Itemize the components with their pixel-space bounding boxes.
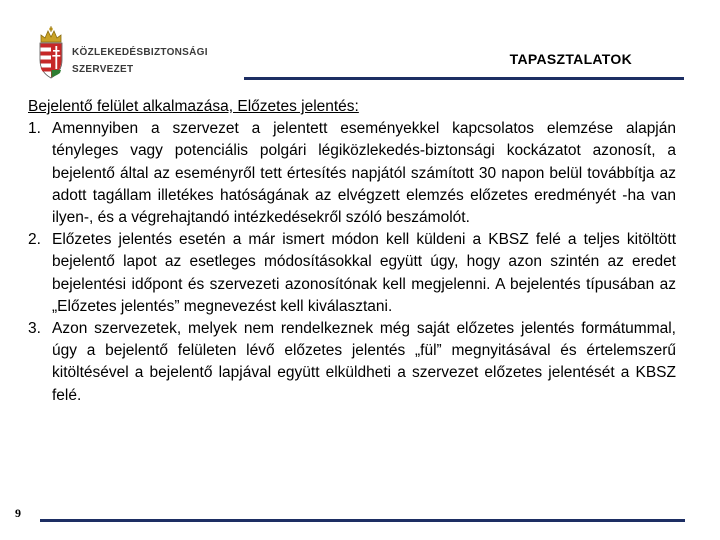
- page-number: 9: [15, 506, 21, 520]
- header-divider: [244, 77, 684, 80]
- list-item: [28, 118, 676, 229]
- hungarian-coat-of-arms-icon: [38, 26, 64, 80]
- main-content: [28, 96, 676, 407]
- organization-name-line2: SZERVEZET: [72, 64, 134, 75]
- page-title: TAPASZTALATOK: [509, 51, 632, 67]
- list-item: [28, 229, 676, 318]
- list-item-number: 1.: [28, 120, 41, 138]
- section-heading: Bejelentő felület alkalmazása, Előzetes jelentés:: [28, 98, 359, 115]
- list-item-number: 2.: [28, 231, 41, 249]
- organization-name: [72, 44, 208, 78]
- organization-logo: [38, 26, 208, 82]
- organization-name-line1: KÖZLEKEDÉSBIZTONSÁGI: [72, 47, 208, 58]
- list-item-text: Azon szervezetek, melyek nem rendelkeznek még saját előzetes jelentés formátummal, úgy a bejelentő felületen lévő előzetes jelentés „fül” megnyitásával és értelemszerű kitöltésével a bejelentő lapjával együtt elküldheti a szervezet előzetes jelentését a KBSZ felé.: [52, 320, 676, 404]
- footer-divider: [40, 519, 685, 522]
- list-item: [28, 318, 676, 407]
- numbered-list: [28, 118, 676, 407]
- list-item-text: Amennyiben a szervezet a jelentett eseményekkel kapcsolatos elemzése alapján tényleges vagy potenciális polgári légiközlekedés-biztonsági kockázatot azonosít, a bejelentő által az eseményről tett értesítés napjától számított 30 napon belül továbbítja az adott tagállam illetékes hatóságának az elvégzett elemzés előzetes eredményét -ha van ilyen-, és a végrehajtandó intézkedésekről szóló beszámolót.: [52, 120, 676, 227]
- list-item-number: 3.: [28, 320, 41, 338]
- list-item-text: Előzetes jelentés esetén a már ismert módon kell küldeni a KBSZ felé a teljes kitöltött bejelentő lapot az esetleges módosításokkal együtt úgy, hogy azon szintén az eredet bejelentési időpont és szervezeti azonosítónak kell megjelenni. A bejelentés típusában az „Előzetes jelentés” megnevezést kell kiválasztani.: [52, 231, 676, 315]
